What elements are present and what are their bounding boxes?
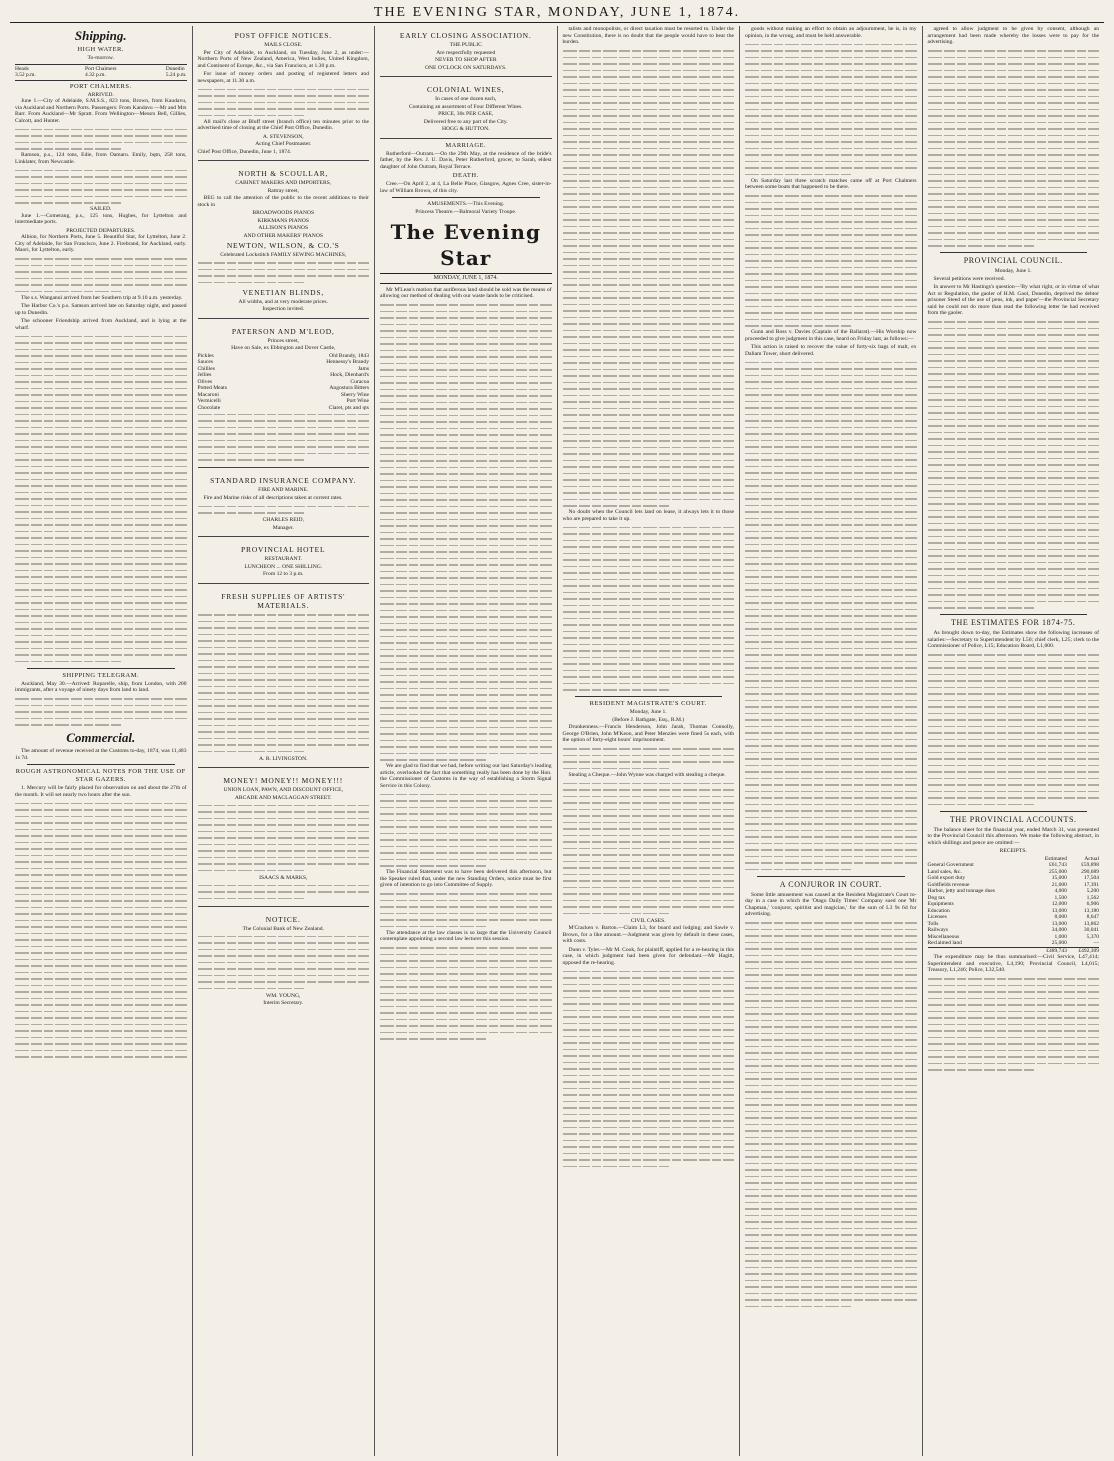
shipping-para-10: 1. Mercury will be fairly placed for observation on and about the 27th of the month. It will set nearly two hours after the sun. (15, 785, 187, 798)
post-signoff-role: Acting Chief Postmaster. (255, 141, 312, 147)
receipts-cell-estimated: 1,000 (1054, 933, 1067, 940)
receipts-cell-label: Tolls (927, 920, 939, 927)
pianos-para: BEG to call the attention of the public to the recent additions to their stock in (197, 195, 369, 208)
leader-para-3: The Financial Statement was to have been delivered this afternoon, but the Speaker ruled that, under the new Standing Orders, notice must be first given of intention to go into Committee of Supply. (380, 869, 552, 888)
arrived-label: ARRIVED. (87, 91, 114, 98)
council-para-2: In answer to Mr Hastings's question—'By what right, or in virtue of what Act or Regulation, the gaoler of H.M. Gaol, Dunedin, deprived the debtor prisoner Steed of the use of pens, ink, and paper'—the Provincial Secretary said he could not do more than read the following letter he had received from the gaoler. (927, 284, 1099, 316)
death-para: Cree.—On April 2, at 4, La Belle Place, Glasgow, Agnes Cree, sister-in-law of William Brown, of this city. (380, 181, 552, 194)
receipts-table (928, 856, 1100, 955)
court-para-4: Dunn v. Tyler.—Mr M. Cook, for plaintiff, applied for a re-hearing in this case, in which judgment had been given for defendant.—Mr Hagitt, opposed the re-hearing. (562, 946, 734, 966)
receipts-cell-actual: 6,906 (1086, 901, 1099, 907)
shipping-para-4: Albion, for Northern Ports, June 5. Beautiful Star, for Lyttelton, June 2. City of Adelaide, for San Francisco, June 2. Firebrand, for Auckland, early. Maori, for Lyttelton, early. (15, 234, 187, 253)
court-para-2: Stealing a Cheque.—John Wynne was charged with stealing a cheque. (568, 771, 726, 778)
projected-label: PROJECTED DEPARTURES. (66, 227, 136, 234)
money-addr: ARCADE AND MACLAGGAN STREET. (234, 794, 332, 801)
blinds-sub: All widths, and at very moderate prices. (238, 298, 328, 305)
column-right-text (740, 26, 923, 1456)
artists-sign: A. R. LIVINGSTON. (258, 755, 308, 762)
standard-sub: FIRE AND MARINE. (258, 487, 309, 493)
council-date: Monday, June 1. (994, 268, 1032, 274)
goods-left: Chocolate (197, 404, 221, 411)
money-ad (198, 771, 370, 907)
leader-para-1: Mr M'Lean's motion that auriferous land should be sold was the means of allowing our method of dealing with our waste lands to be criticised. (380, 286, 552, 299)
shipping-para-9: The amount of revenue received at the Customs to-day, 1874, was 11,483 1s 7d. (15, 748, 187, 761)
leader-para-2: We are glad to find that we had, before writing our last Saturday's leading article, overlooked the fact that something really has been done by the Hon. the Commissioner of Customs in the way of establishing a Storm Signal Service in this Colony. (380, 763, 552, 789)
tide-table (15, 64, 187, 81)
goods-right: Angostura Bitters (329, 385, 369, 391)
money-title: MONEY! MONEY!! MONEY!!! (223, 776, 344, 785)
standard-sign: CHARLES REID, (262, 517, 304, 523)
receipts-cell-actual: 5,370 (1086, 933, 1099, 940)
accounts-para: The balance sheet for the financial year, ended March 31, was presented to the Provincial Council this afternoon. We make the following abstract, in which shillings and pence are omitted:— (927, 826, 1099, 846)
post-office-ad (198, 26, 370, 161)
early-line-3: ONE O'CLOCK ON SATURDAYS. (424, 64, 507, 71)
accounts-para-2: The expenditure may be thus summarised:—Civil Service, L47,414; Superintendent and executive, L4,190; Provincial Council, L4,015; Treasury, L1,246; Police, L32,540. (927, 954, 1099, 973)
marriage-para: Rutherford—Outram.—On the 29th May, at the residence of the bride's father, by the Rev. J. U. Davis, Peter Rutherford, grocer, to Sarah, eldest daughter of John Outram, Royal Terrace. (380, 150, 552, 170)
pianos-firm: NORTH & SCOULLAR, (238, 169, 329, 178)
goods-left: Pickles (197, 352, 214, 359)
money-sign: ISAACS & MARKS, (259, 874, 308, 881)
inspection: Inspection invited. (262, 306, 305, 312)
shipping-heading: Shipping. (74, 28, 127, 43)
pianos-ad (198, 164, 370, 319)
paterson-title: PATERSON AND M'LEOD, (231, 326, 335, 336)
receipts-cell-actual: £59,898 (1081, 862, 1099, 868)
money-sub: UNION LOAN, PAWN, AND DISCOUNT OFFICE, (223, 787, 343, 793)
notice-sub: The Colonial Bank of New Zealand. (242, 925, 324, 932)
sailed-label: SAILED. (90, 206, 112, 212)
masthead: THE EVENING STAR, MONDAY, JUNE 1, 1874. (10, 4, 1104, 23)
resident-court-sub: (Before J. Bathgate, Esq., R.M.) (612, 716, 685, 723)
tide-col-heads: Heads (15, 65, 29, 72)
receipts-cell-label: Land sales, &c. (927, 868, 962, 875)
receipts-cell-estimated: 255,000 (1048, 868, 1067, 875)
amusements-para: Princess Theatre.—Balmoral Variety Troupe. (415, 208, 517, 215)
wines-para: In cases of one dozen each, (435, 96, 497, 102)
standard-role: Manager. (272, 524, 294, 531)
receipts-head-actual: Actual (1084, 855, 1099, 862)
table-row (928, 940, 1100, 947)
post-para-1: Per City of Adelaide, to Auckland, on Tuesday, June 2, as under:—Northern Ports of New Zealand, America, West Indies, United Kingdom, and Continent of Europe, &c., via San Francisco, at 1.30 p.m. (197, 49, 369, 69)
receipts-total-cell: £492,309 (1067, 947, 1099, 954)
receipts-cell-label: Goldfields revenue (927, 881, 970, 888)
tide-col-dunedin: Dunedin (165, 65, 185, 72)
amusements-title: AMUSEMENTS.—This Evening. (427, 201, 505, 207)
goods-left: Potted Meats (197, 385, 227, 391)
post-signoff-date: Chief Post Office, Dunedin, June 1, 1874. (197, 148, 292, 155)
wines-para-2: Containing an assortment of Four Different Wines. (408, 103, 523, 110)
receipts-cell-actual: 1,562 (1086, 894, 1099, 901)
pianos-sub: CABINET MAKERS AND IMPORTERS, (235, 180, 332, 186)
tide-time-heads: 3.52 p.m. (15, 72, 36, 78)
post-office-title: POST OFFICE NOTICES. (234, 31, 332, 40)
receipts-cell-actual: 30,041 (1083, 927, 1099, 933)
artists-title: FRESH SUPPLIES OF ARTISTS' MATERIALS. (221, 591, 346, 610)
receipts-cell-label: Education (927, 907, 950, 914)
notice-role: Interim Secretary. (263, 1000, 304, 1006)
artists-ad (198, 587, 370, 769)
paterson-addr: Princes street, (267, 337, 299, 344)
receipts-head-estimated: Estimated (1044, 855, 1067, 862)
receipts-cell-actual: 17,504 (1083, 875, 1099, 881)
commercial-heading: Commercial. (66, 730, 136, 745)
newspaper-flag: The Evening Star (390, 220, 541, 270)
notice-sign: WM. YOUNG, (266, 992, 301, 999)
goods-left: Olives (197, 378, 213, 385)
conjuror-para: Some little amusement was caused at the Resident Magistrate's Court to-day in a case in which the 'Otago Daily Times' Company sued one 'Mr Chapman,' 'conjuror, spiritist and magician,' for the sum of L3 9s 6d for advertising. (745, 891, 917, 917)
pianos-item-4: AND OTHER MAKERS' PIANOS (243, 232, 323, 239)
right-para-4: agreed to allow judgment to be given by consent, although an arrangement had been made whereby the losses were to pay for the advertising. (927, 26, 1099, 45)
right-para-2: On Saturday last three scratch matches came off at Port Chalmers between some boats that happened to be there. (745, 177, 917, 190)
goods-right: Hennessy's Brandy (326, 359, 369, 365)
goods-right: Sherry Wine (340, 391, 369, 398)
bank-notice (198, 910, 370, 1012)
receipts-cell-estimated: 34,000 (1051, 927, 1067, 933)
receipts-cell-estimated: 21,000 (1051, 881, 1067, 888)
paterson-ad (198, 322, 370, 469)
goods-left: Chillies (197, 365, 215, 372)
death-title: DEATH. (452, 172, 479, 179)
goods-right: Curacoa (350, 378, 369, 385)
blinds-title: VENETIAN BLINDS, (242, 287, 325, 297)
accounts-title: THE PROVINCIAL ACCOUNTS. (949, 814, 1077, 824)
receipts-cell-label: Railways (927, 927, 948, 933)
receipts-cell-label: General Government (927, 862, 974, 868)
wines-title: COLONIAL WINES, (427, 85, 505, 94)
receipts-cell-label: Miscellaneous (927, 933, 960, 940)
receipts-cell-label: Dog tax (927, 894, 946, 901)
post-signoff: A. STEVENSON, (262, 133, 304, 140)
post-para-2: For issue of money orders and posting of registered letters and newspapers, at 11.30 a.m. (197, 71, 369, 84)
wines-para-3: Delivered free to any part of the City. (423, 118, 508, 125)
column-middle (558, 26, 741, 1456)
receipts-cell-estimated: 4,000 (1054, 888, 1067, 894)
court-para-3: M'Cracken v. Barton.—Claim L3, for board and lodging; and Sawle v. Brown, for a like amount.—Judgment was given by default in these cases, with costs. (562, 925, 734, 944)
estimates-title: THE ESTIMATES FOR 1874-75. (951, 618, 1076, 627)
hotel-lunch: LUNCHEON ... ONE SHILLING. (244, 563, 323, 570)
shipping-telegram-title: SHIPPING TELEGRAM. (62, 671, 140, 679)
pianos-item-1: BROADWOODS PIANOS (252, 210, 315, 216)
council-title: PROVINCIAL COUNCIL. (963, 256, 1063, 265)
column-leader (375, 26, 558, 1456)
receipts-cell-actual: 290,689 (1081, 868, 1099, 875)
shipping-para-2: Ramson, p.s., 124 tons, Edie, from Oamaru. Emily, bqtn, 258 tons, Linklater, from Newcastle. (15, 152, 187, 165)
hotel-ad (198, 540, 370, 584)
marriage-title: MARRIAGE. (445, 141, 487, 149)
court-para-1: Drunkenness.—Francis Henderson, John Jarah, Thomas Connolly, George O'Brien, John M'Keon, and Peter Menzies were fined 5s each, with the option of forty-eight hours' imprisonment. (562, 724, 734, 743)
shipping-para-7: The schooner Friendship arrived from Auckland, and is lying at the wharf. (15, 318, 187, 331)
post-para-3: All mail's close at Bluff street (branch office) ten minutes prior to the advertised time of closing at the Chief Post Office, Dunedin. (197, 118, 369, 131)
standard-para: Fire and Marine risks of all descriptions taken at current rates. (203, 494, 343, 501)
high-water-sub: To-morrow. (87, 55, 114, 61)
standard-ad (198, 471, 370, 537)
receipts-total-cell: £489,743 (1033, 947, 1067, 954)
council-para: Several petitions were received. (933, 275, 1005, 282)
hotel-hours: From 12 to 3 p.m. (263, 571, 304, 577)
receipts-cell-actual: 17,391 (1083, 881, 1099, 888)
sewing-title: NEWTON, WILSON, & CO.'S (226, 241, 340, 250)
receipts-cell-estimated: 12,000 (1051, 901, 1067, 907)
middle-para-1: talists and monopolists, or direct taxation must be resorted to. Under the new Constitution, there is no doubt that the people would have to bear the burden. (562, 26, 734, 45)
receipts-total-row (928, 947, 1100, 954)
receipts-cell-label: Reclaimed land (927, 940, 962, 946)
shipping-para-5: The s.s. Wanganui arrived from her Southern trip at 9.10 a.m. yesterday. (21, 294, 183, 301)
high-water-title: HIGH WATER. (77, 46, 125, 53)
civil-cases-title: CIVIL CASES. (630, 917, 666, 924)
tide-time-dunedin: 5.24 p.m. (165, 72, 187, 78)
goods-right: Old Brandy, 1843 (329, 352, 369, 359)
receipts-cell-label: Licenses (927, 914, 947, 920)
gunn-para: Gunn and Ross v. Davies (Captain of the Ballarat).—His Worship now proceeded to give judgment in this case, heard on Friday last, as follows:— (745, 329, 917, 342)
wines-price: PRICE, 30s PER CASE, (438, 111, 494, 117)
early-title: EARLY CLOSING ASSOCIATION. (399, 31, 532, 40)
right-para-1: goods without making an effort to obtain an adjournment, he is, in my opinion, in the wrong, and must be held answerable. (745, 26, 917, 39)
right-para-3: This action is raised to recover the value of forty-six bags of malt, ex Dallam Tower, short delivered. (745, 344, 917, 357)
goods-right: Port Wine (346, 398, 369, 404)
wines-sign: HOGG & HUTTON. (441, 126, 490, 132)
receipts-cell-estimated: £61,743 (1048, 862, 1067, 868)
receipts-cell-estimated: 15,000 (1051, 875, 1067, 881)
column-council (923, 26, 1105, 1456)
shipping-para-1: June 1.—City of Adelaide, S.M.S.S., 823 tons, Brown, from Kaudavu, via Auckland and Northern Ports. Passengers: From Kandavu —Mr and Mrs Barr. From Auckland—Mr Spratt. From Wellington—Messrs Bell, Gillies, Calcott, and Hunter. (15, 98, 187, 124)
receipts-cell-label: Equipments (927, 901, 954, 907)
goods-right: Claret, pts and qts (328, 404, 369, 411)
paterson-sub: Have on Sale, ex Ebbington and Dover Castle, (231, 345, 336, 351)
early-sub: THE PUBLIC (449, 42, 482, 48)
dateline (380, 273, 552, 284)
receipts-cell-actual: 5,200 (1086, 888, 1099, 894)
hotel-title: PROVINCIAL HOTEL (241, 545, 326, 554)
column-notices (193, 26, 376, 1456)
receipts-cell-estimated: 8,000 (1054, 914, 1067, 920)
tide-col-port: Port Chalmers (84, 65, 117, 72)
receipts-cell-label: Harbor, jetty and tonnage dues (927, 888, 995, 894)
receipts-cell-estimated: 13,000 (1051, 920, 1067, 927)
port-chalmers-title: PORT CHALMERS. (69, 82, 132, 90)
astro-title: ROUGH ASTRONOMICAL NOTES FOR THE USE OF STAR GAZERS. (15, 768, 186, 783)
receipts-cell-actual: 8,647 (1086, 914, 1099, 920)
notice-title: NOTICE. (265, 914, 301, 924)
goods-right: Jams (357, 365, 369, 372)
receipts-cell-actual: — (1093, 940, 1099, 946)
wines-ad (380, 80, 552, 139)
estimates-para: As brought down to-day, the Estimates show the following increases of salaries:—Secretary to Superintendent by L50; chief clerk, L25; clerk to the Commissioner of Police, L15; Education Board, L1,000. (927, 630, 1099, 649)
tide-time-port: 4.32 p.m. (84, 72, 106, 78)
receipts-cell-estimated: 1,500 (1054, 894, 1067, 901)
receipts-title: RECEIPTS. (999, 848, 1027, 854)
conjuror-title: A CONJUROR IN COURT. (779, 879, 882, 889)
leader-para-4: The attendance at the law classes is so large that the University Council contemplate appointing a second law lecturer this session. (380, 929, 552, 942)
pianos-addr: Rattray street, (267, 187, 299, 194)
pianos-item-2: KIRKMANS PIANOS (257, 217, 309, 224)
columns (10, 26, 1104, 1456)
receipts-total-label (928, 947, 1033, 954)
resident-court-title: RESIDENT MAGISTRATE'S COURT. (589, 700, 707, 707)
middle-para-2: No doubt when the Council lets land on lease, it always lets it to those who are prepared to take it up. (562, 509, 734, 522)
hotel-sub: RESTAURANT. (264, 556, 303, 562)
shipping-para-3: June 1.—Comerang, p.s., 125 tons, Hughes, for Lyttelton and intermediate ports. (15, 212, 187, 225)
early-line-2: NEVER TO SHOP AFTER (434, 57, 497, 63)
receipts-cell-actual: 13,180 (1083, 907, 1099, 914)
column-shipping (10, 26, 193, 1456)
pianos-item-3: ALLISON'S PIANOS (258, 225, 309, 231)
sewing-sub: Celebrated Lockstitch FAMILY SEWING MACHINES, (220, 252, 347, 258)
goods-left: Sauces (197, 359, 214, 365)
goods-left: Macaroni (197, 391, 219, 398)
dateline-date: MONDAY, JUNE 1, 1874. (433, 275, 498, 281)
receipts-cell-estimated: 25,000 (1051, 940, 1067, 946)
early-closing-ad (380, 26, 552, 77)
shipping-para-8: Auckland, May 30.—Arrived: Roparelle, ship, from London, with 200 immigrants, after a voyage of ninety days from land to land. (15, 680, 187, 693)
goods-left: Jellies (197, 372, 212, 378)
receipts-cell-label: Gold export duty (927, 875, 966, 881)
goods-right: Hock, Dienhard's (330, 372, 369, 378)
shipping-para-6: The Harbor Co.'s p.s. Samson arrived late on Saturday night, and passed up to Dunedin. (15, 303, 187, 316)
resident-court-date: Monday, June 1. (629, 709, 667, 715)
early-line-1: Are respectfully requested (436, 49, 496, 56)
standard-title: STANDARD INSURANCE COMPANY. (210, 476, 357, 485)
goods-left: Vermicelli (197, 398, 221, 404)
receipts-cell-estimated: 13,000 (1051, 907, 1067, 914)
mails-close: MAILS CLOSE. (264, 42, 303, 48)
receipts-cell-actual: 13,862 (1083, 920, 1099, 927)
